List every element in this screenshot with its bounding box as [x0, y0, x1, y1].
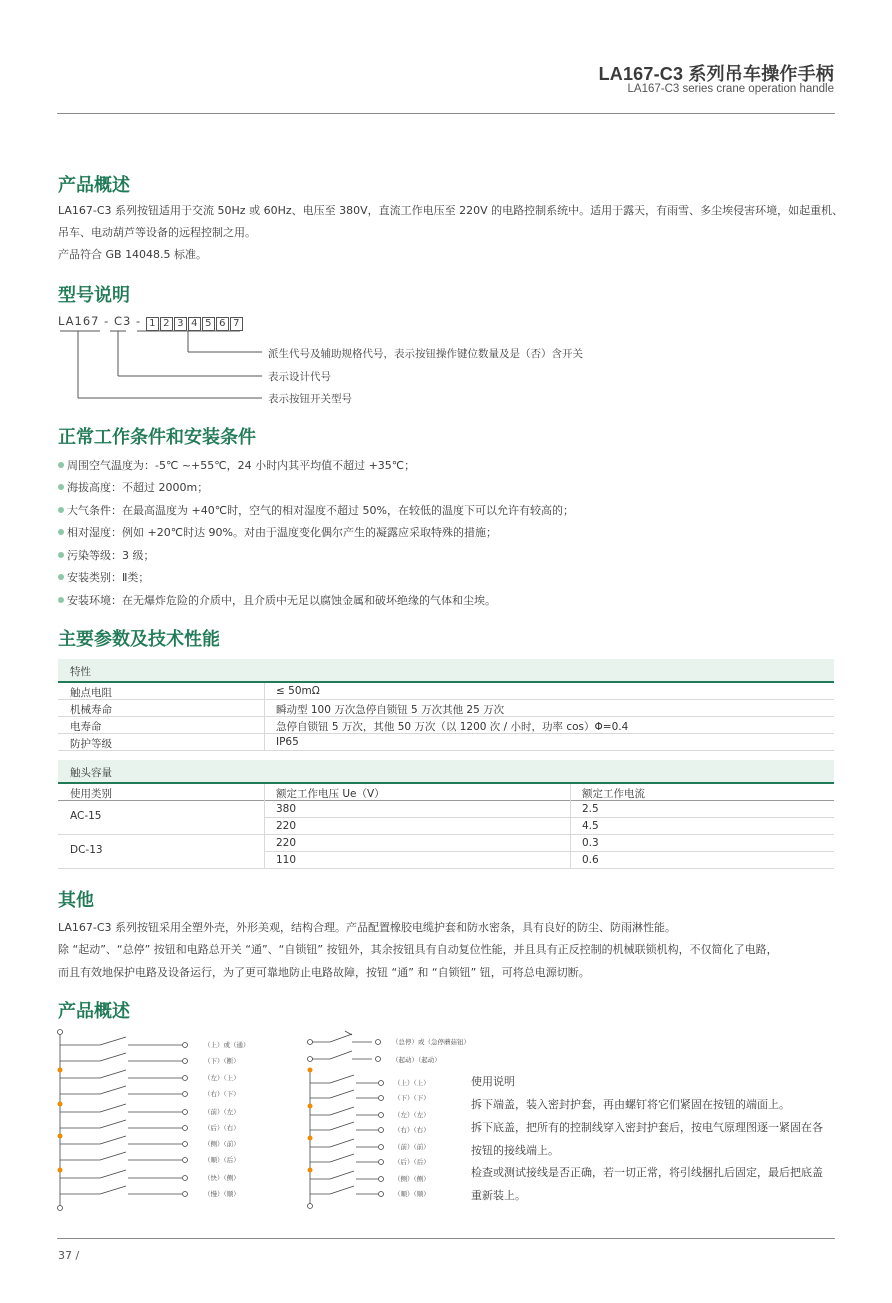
junction-dot — [308, 1136, 313, 1141]
table-header: 特性 — [58, 659, 834, 683]
overview-line-3: 产品符合 GB 14048.5 标准。 — [58, 248, 208, 261]
overview-line-2: 吊车、电动葫芦等设备的远程控制之用。 — [58, 226, 256, 239]
condition-item: 海拔高度：不超过 2000m； — [58, 479, 208, 495]
right-label: （左）（左） — [394, 1111, 430, 1119]
overview-line-1: LA167-C3 系列按钮适用于交流 50Hz 或 60Hz、电压至 380V，直流工作电压至 220V 的电路控制系统中。适用于露天，有雨雪、多尘埃侵害环境，如起重机、 — [58, 204, 844, 217]
junction-dot — [308, 1168, 313, 1173]
switch-contact — [60, 1186, 188, 1197]
switch-contact — [60, 1104, 188, 1115]
table-row: 电寿命 急停自锁钮 5 万次，其他 50 万次（以 1200 次 / 小时，功率 cos）Φ=0.4 — [58, 717, 834, 734]
right-label: （后）（后） — [394, 1158, 430, 1166]
table-row: 触点电阻 ≤ 50mΩ — [58, 683, 834, 700]
condition-item: 污染等级：3 级； — [58, 547, 155, 563]
params-heading: 主要参数及技术性能 — [58, 629, 220, 650]
switch-contact — [60, 1152, 188, 1163]
switch-contact — [60, 1086, 188, 1097]
model-box-3: 3 — [174, 317, 187, 331]
right-label: （右）（右） — [394, 1126, 430, 1134]
switch-contact — [60, 1053, 188, 1064]
wiring-diagram — [0, 1020, 470, 1220]
model-prefix: LA167 - C3 - — [58, 314, 142, 328]
junction-dot — [308, 1104, 313, 1109]
table-row: 220 0.3 — [264, 835, 834, 852]
left-label: （下）（断） — [204, 1057, 240, 1065]
junction-dot — [58, 1102, 63, 1107]
switch-contact — [310, 1171, 384, 1182]
header-subtitle: LA167-C3 series crane operation handle — [627, 83, 834, 95]
bullet-icon — [58, 484, 64, 490]
switch-contact — [60, 1120, 188, 1131]
switch-contact — [60, 1037, 188, 1048]
model-box-2: 2 — [160, 317, 173, 331]
usage-line: 拆下底盖，把所有的控制线穿入密封护套后，按电气原理图逐一紧固在各 — [471, 1121, 823, 1134]
junction-dot — [58, 1134, 63, 1139]
condition-item: 安装类别：Ⅱ类； — [58, 569, 149, 585]
left-label: （后）（右） — [204, 1124, 240, 1132]
condition-item: 大气条件：在最高温度为 +40℃时，空气的相对湿度不超过 50%，在较低的温度下可以允许有较高的； — [58, 502, 574, 518]
conditions-heading: 正常工作条件和安装条件 — [58, 427, 256, 448]
other-line-1: LA167-C3 系列按钮采用全塑外壳，外形美观，结构合理。产品配置橡胶电缆护套和防水密条，具有良好的防尘、防雨淋性能。 — [58, 921, 677, 934]
usage-line: 检查或测试接线是否正确，若一切正常，将引线捆扎后固定，最后把底盖 — [471, 1166, 823, 1179]
model-box-6: 6 — [216, 317, 229, 331]
left-label: （慢）（顺） — [204, 1190, 240, 1198]
left-label: （前）（左） — [204, 1108, 240, 1116]
switch-contact — [310, 1186, 384, 1197]
left-circuit — [58, 1030, 188, 1211]
switch-contact — [310, 1107, 384, 1118]
wiring-heading: 产品概述 — [58, 1001, 130, 1022]
bullet-icon — [58, 574, 64, 580]
switch-contact — [60, 1070, 188, 1081]
usage-title: 使用说明 — [471, 1075, 515, 1088]
bullet-icon — [58, 507, 64, 513]
model-desc-1: 派生代号及辅助规格代号，表示按钮操作键位数量及是（否）含开关 — [268, 348, 583, 360]
switch-contact — [310, 1075, 384, 1086]
table-row: 110 0.6 — [58, 852, 834, 869]
model-box-1: 1 — [146, 317, 159, 331]
switch-contact — [310, 1090, 384, 1101]
junction-dot — [58, 1068, 63, 1073]
table-row: 380 2.5 — [264, 801, 834, 818]
model-desc-2: 表示设计代号 — [268, 371, 331, 383]
category-dc13: DC-13 — [70, 844, 103, 856]
characteristics-table — [58, 659, 834, 750]
model-box-4: 4 — [188, 317, 201, 331]
left-label: （侧）（前） — [204, 1140, 240, 1148]
left-label: （快）（侧） — [204, 1174, 240, 1182]
switch-contact — [60, 1170, 188, 1181]
left-label: （左）（上） — [204, 1074, 240, 1082]
bullet-icon — [58, 529, 64, 535]
junction-dot — [58, 1168, 63, 1173]
other-heading: 其他 — [58, 890, 94, 911]
other-line-3: 而且有效地保护电路及设备运行，为了更可靠地防止电路故障，按钮 “通” 和 “自锁钮” 钮，可将总电源切断。 — [58, 966, 590, 979]
right-label: （下）（下） — [394, 1094, 430, 1102]
usage-line: 按钮的接线端上。 — [471, 1144, 559, 1157]
bullet-icon — [58, 597, 64, 603]
overview-heading: 产品概述 — [58, 175, 130, 196]
condition-item: 周围空气温度为：-5℃ ~+55℃，24 小时内其平均值不超过 +35℃； — [58, 457, 415, 473]
table-column-headers: 使用类别 额定工作电压 Ue（V） 额定工作电流 — [58, 784, 834, 801]
switch-contact — [310, 1154, 384, 1165]
model-box-7: 7 — [230, 317, 243, 331]
page-number: 37 / — [58, 1249, 80, 1262]
right-label: （侧）（侧） — [394, 1175, 430, 1183]
category-ac15: AC-15 — [70, 810, 102, 822]
model-box-5: 5 — [202, 317, 215, 331]
usage-line: 重新装上。 — [471, 1189, 526, 1202]
table-row: 机械寿命 瞬动型 100 万次急停自锁钮 5 万次其他 25 万次 — [58, 700, 834, 717]
condition-item: 相对湿度：例如 +20℃时达 90%。对由于温度变化偶尔产生的凝露应采取特殊的措施； — [58, 524, 497, 540]
model-heading: 型号说明 — [58, 285, 130, 306]
header-title: LA167-C3 系列吊车操作手柄 — [598, 64, 834, 84]
table-header: 触头容量 — [58, 760, 834, 784]
table-row: 220 4.5 — [58, 818, 834, 835]
footer-divider — [57, 1238, 835, 1239]
condition-item: 安装环境：在无爆炸危险的介质中，且介质中无足以腐蚀金属和破坏绝缘的气体和尘埃。 — [58, 592, 496, 608]
table-row: 防护等级 IP65 — [58, 734, 834, 751]
right-label: （顺）（顺） — [394, 1190, 430, 1198]
switch-contact — [310, 1122, 384, 1133]
right-label: （上）（上） — [394, 1079, 430, 1087]
other-line-2: 除 “起动”、“总停” 按钮和电路总开关 “通”、“自锁钮” 按钮外，其余按钮具有自动复位性能，并且具有正反控制的机械联锁机构，不仅简化了电路， — [58, 943, 778, 956]
bullet-icon — [58, 552, 64, 558]
right-top-label: （总停）或（急停蘑菇钮） — [392, 1038, 470, 1046]
left-label: （顺）（后） — [204, 1156, 240, 1164]
left-label: （右）（下） — [204, 1090, 240, 1098]
switch-contact — [310, 1139, 384, 1150]
junction-dot — [308, 1068, 313, 1073]
switch-contact — [60, 1136, 188, 1147]
model-desc-3: 表示按钮开关型号 — [268, 393, 352, 405]
right-top-label: （起动）（起动） — [392, 1056, 441, 1064]
usage-line: 拆下端盖，装入密封护套，再由螺钉将它们紧固在按钮的端面上。 — [471, 1098, 790, 1111]
right-circuit — [308, 1031, 381, 1209]
contact-capacity-table — [58, 760, 834, 867]
right-label: （前）（前） — [394, 1143, 430, 1151]
bullet-icon — [58, 462, 64, 468]
left-label: （上）或（通） — [204, 1041, 250, 1049]
